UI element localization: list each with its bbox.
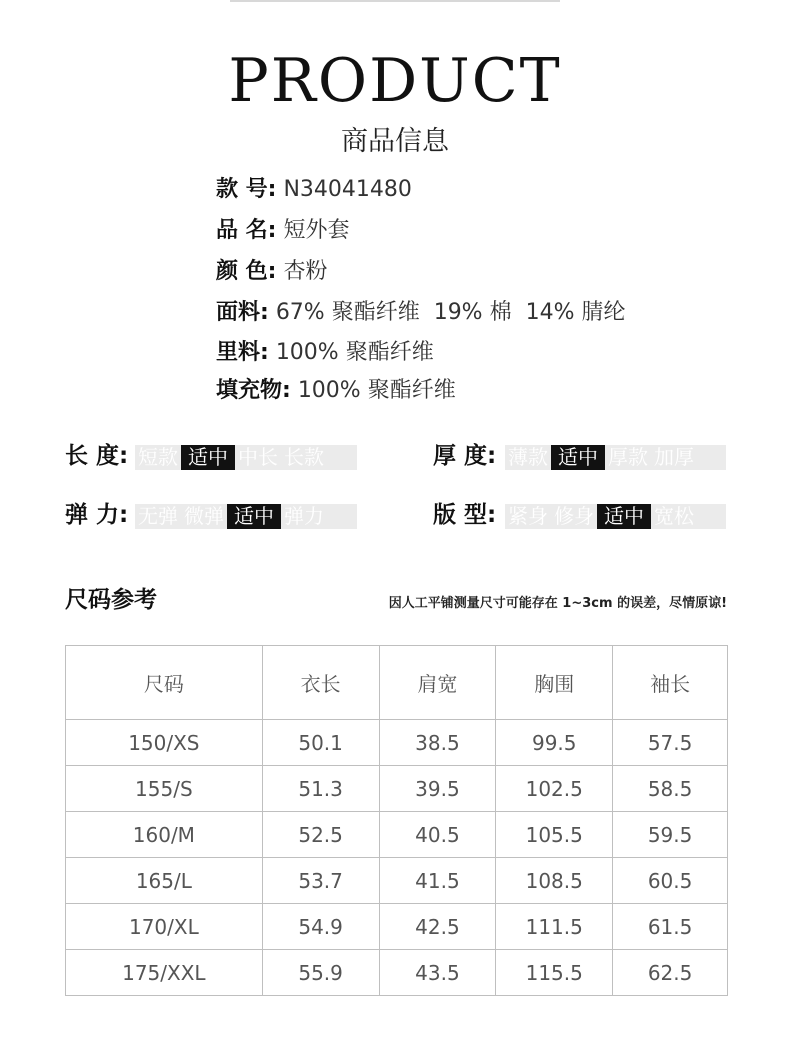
info-lining — [216, 338, 434, 368]
table-cell: 115.5 — [496, 950, 613, 996]
info-value: 杏粉 — [283, 259, 328, 284]
header-cell: 尺码 — [66, 646, 263, 720]
table-cell: 105.5 — [496, 812, 613, 858]
table-cell: 62.5 — [613, 950, 728, 996]
attr-label: 弹 力: — [65, 502, 129, 528]
attr-option: 宽松 — [654, 504, 694, 528]
attr-option: 厚款 — [608, 445, 648, 469]
attr-option: 薄款 — [508, 445, 548, 469]
table-cell: 155/S — [66, 766, 263, 812]
info-label: 填充物: — [216, 378, 291, 403]
table-cell: 165/L — [66, 858, 263, 904]
table-cell: 108.5 — [496, 858, 613, 904]
attr-option: 紧身 — [508, 504, 548, 528]
table-cell: 52.5 — [262, 812, 379, 858]
table-row — [66, 950, 728, 996]
table-cell: 111.5 — [496, 904, 613, 950]
attr-option: 修身 — [554, 504, 594, 528]
table-row — [66, 904, 728, 950]
info-label: 面料: — [216, 300, 269, 325]
table-cell: 150/XS — [66, 720, 263, 766]
size-table-header-row — [66, 646, 728, 720]
info-label: 品 名: — [216, 218, 277, 243]
attr-thickness-bar — [505, 445, 726, 470]
attr-elasticity-label — [65, 500, 128, 530]
info-label: 里料: — [216, 340, 269, 365]
attr-label: 长 度: — [65, 443, 129, 469]
table-cell: 61.5 — [613, 904, 728, 950]
attr-option-selected: 适中 — [227, 504, 281, 529]
info-value: 100% 聚酯纤维 — [275, 340, 434, 365]
table-cell: 38.5 — [379, 720, 496, 766]
attr-fit-bar — [505, 504, 726, 529]
table-cell: 175/XXL — [66, 950, 263, 996]
info-fabric — [216, 298, 625, 328]
attr-option-selected: 适中 — [181, 445, 235, 470]
table-row — [66, 720, 728, 766]
attr-option: 加厚 — [654, 445, 694, 469]
info-filling — [216, 376, 456, 406]
attr-option-selected: 适中 — [597, 504, 651, 529]
table-row — [66, 858, 728, 904]
attr-length-label — [65, 441, 128, 471]
info-label: 颜 色: — [216, 259, 277, 284]
table-cell: 160/M — [66, 812, 263, 858]
info-value: 100% 聚酯纤维 — [297, 378, 456, 403]
info-value: N34041480 — [283, 177, 412, 202]
table-cell: 55.9 — [262, 950, 379, 996]
attr-option-selected: 适中 — [551, 445, 605, 470]
header-cell: 袖长 — [613, 646, 728, 720]
header-cell: 衣长 — [262, 646, 379, 720]
table-cell: 43.5 — [379, 950, 496, 996]
table-cell: 99.5 — [496, 720, 613, 766]
table-cell: 41.5 — [379, 858, 496, 904]
table-row — [66, 812, 728, 858]
attr-thickness-label — [433, 441, 496, 471]
attr-option: 微弹 — [184, 504, 224, 528]
info-value: 短外套 — [283, 218, 350, 243]
info-color — [216, 257, 327, 287]
attr-option: 短款 — [138, 445, 178, 469]
attr-fit-label — [433, 500, 496, 530]
table-cell: 54.9 — [262, 904, 379, 950]
size-section-note: 因人工平铺测量尺寸可能存在 1~3cm 的误差，尽情原谅! — [388, 596, 727, 611]
table-cell: 39.5 — [379, 766, 496, 812]
size-section-title: 尺码参考 — [65, 587, 157, 613]
info-label: 款 号: — [216, 177, 277, 202]
attr-option: 长款 — [284, 445, 324, 469]
table-cell: 102.5 — [496, 766, 613, 812]
table-cell: 42.5 — [379, 904, 496, 950]
table-cell: 40.5 — [379, 812, 496, 858]
attr-option: 无弹 — [138, 504, 178, 528]
info-name — [216, 216, 349, 246]
table-cell: 170/XL — [66, 904, 263, 950]
attr-length-bar — [135, 445, 357, 470]
info-style-no — [216, 175, 412, 205]
attr-label: 版 型: — [433, 502, 497, 528]
attr-option: 中长 — [238, 445, 278, 469]
info-value: 67% 聚酯纤维 19% 棉 14% 腈纶 — [275, 300, 626, 325]
page-subtitle: 商品信息 — [341, 126, 449, 157]
table-cell: 53.7 — [262, 858, 379, 904]
size-table — [65, 645, 728, 996]
attr-label: 厚 度: — [433, 443, 497, 469]
table-cell: 58.5 — [613, 766, 728, 812]
table-cell: 50.1 — [262, 720, 379, 766]
header-cell: 胸围 — [496, 646, 613, 720]
table-cell: 59.5 — [613, 812, 728, 858]
table-cell: 60.5 — [613, 858, 728, 904]
table-row — [66, 766, 728, 812]
top-divider — [230, 0, 560, 2]
attr-elasticity-bar — [135, 504, 357, 529]
page-title: PRODUCT — [228, 46, 562, 116]
attr-option: 弹力 — [284, 504, 324, 528]
table-cell: 51.3 — [262, 766, 379, 812]
header-cell: 肩宽 — [379, 646, 496, 720]
table-cell: 57.5 — [613, 720, 728, 766]
